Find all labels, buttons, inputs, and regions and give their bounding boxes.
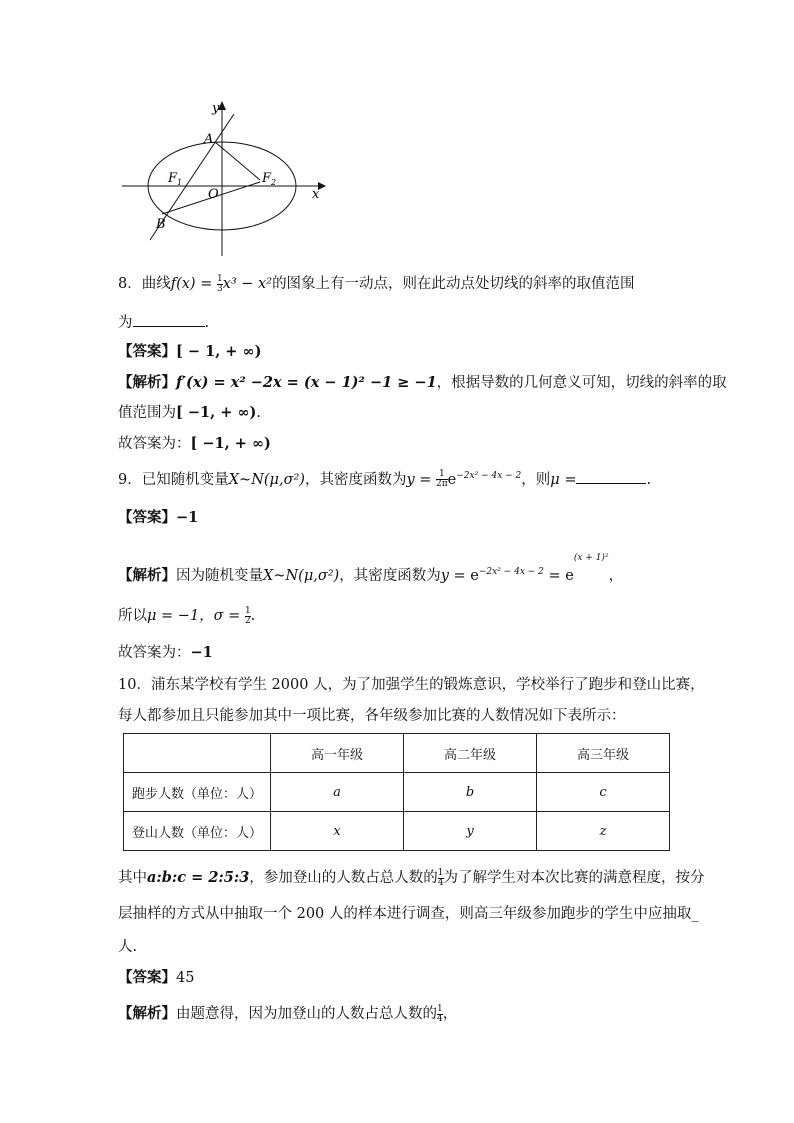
table-cell: x <box>271 812 404 851</box>
q9-analysis: 【解析】因为随机变量X~N(μ,σ²)，其密度函数为$y = e^{-2x^2 - 4x - 2} = e^{(x + 1)^2}$， <box>118 553 624 584</box>
table-header-cell: 高三年级 <box>537 734 670 773</box>
q8-line2: 为 . <box>118 312 209 333</box>
label-y: y <box>212 101 220 116</box>
label-b: B <box>156 217 166 232</box>
answer-blank <box>133 312 205 327</box>
participation-table <box>123 733 670 851</box>
frac-third: $\frac{1}{3}$ <box>216 273 223 294</box>
table-cell: 登山人数（单位：人） <box>124 812 271 851</box>
label-o: O <box>208 187 219 202</box>
table-cell: 跑步人数（单位：人） <box>124 773 271 812</box>
q10-line2: 层抽样的方式从中抽取一个 200 人的样本进行调查，则高三年级参加跑步的学生中应抽取_ <box>118 906 699 922</box>
q8-analysis: 【解析】f′(x) = x² −2x = (x − 1)² −1 ≥ −1，根据导数的几何意义可知，切线的斜率的取 <box>118 374 727 391</box>
q8-conclusion: 故答案为：[ −1, + ∞) <box>118 435 271 452</box>
table-header-cell: 高一年级 <box>271 734 404 773</box>
q10-after: 其中a:b:c = 2:5:3，参加登山的人数占总人数的 $\frac{1}{4}$ 为了解学生对本次比赛的满意程度，按分 <box>118 867 705 888</box>
frac-root: $\frac{1}{2\pi}$ <box>436 469 448 490</box>
table-header-cell <box>124 734 271 773</box>
q9-stem: 9．已知随机变量X~N(μ,σ²)，其密度函数为y = $\frac{1}{2\pi}$ $e^{-2x^2 - 4x - 2}$，则μ = . <box>118 469 652 490</box>
table-cell: y <box>404 812 537 851</box>
q10-stem-2: 每人都参加且只能参加其中一项比赛，各年级参加比赛的人数情况如下表所示： <box>118 708 626 724</box>
table-cell: b <box>404 773 537 812</box>
q8-stem: 8．曲线f(x) = $\frac{1}{3}$ x³ − x²的图象上有一动点，则在此动点处切线的斜率的取值范围 <box>118 273 635 294</box>
label-f1: $F_1$ <box>168 171 183 187</box>
table-header-row <box>124 734 670 773</box>
q8-analysis-line2: 值范围为[ −1, + ∞). <box>118 404 261 421</box>
q9-conclusion: 故答案为：−1 <box>118 644 213 661</box>
q9-answer: 【答案】−1 <box>118 509 199 526</box>
label-x: x <box>312 187 320 202</box>
table-row <box>124 773 670 812</box>
table-header-cell: 高二年级 <box>404 734 537 773</box>
ellipse-figure <box>118 96 332 258</box>
table-row <box>124 812 670 851</box>
q10-line3: 人. <box>118 939 138 955</box>
answer-blank <box>576 469 646 484</box>
label-f2: $F_2$ <box>262 171 277 187</box>
frac-quarter: $\frac{1}{4}$ <box>437 1003 443 1024</box>
table-cell: z <box>537 812 670 851</box>
table-cell: a <box>271 773 404 812</box>
label-a: A <box>204 132 214 147</box>
q10-analysis: 【解析】由题意得，因为加登山的人数占总人数的 $\frac{1}{4}$ ， <box>118 1003 458 1024</box>
q10-answer: 【答案】45 <box>118 969 195 986</box>
frac-half: $\frac{1}{2}$ <box>244 605 251 626</box>
q10-stem-1: 10．浦东某学校有学生 2000 人，为了加强学生的锻炼意识，学校举行了跑步和登山比赛， <box>118 677 705 693</box>
q9-so: 所以μ = −1，σ = $\frac{1}{2}$ . <box>118 605 256 626</box>
frac-quarter: $\frac{1}{4}$ <box>437 867 444 888</box>
q8-answer: 【答案】[ − 1, + ∞) <box>118 343 262 360</box>
table-cell: c <box>537 773 670 812</box>
